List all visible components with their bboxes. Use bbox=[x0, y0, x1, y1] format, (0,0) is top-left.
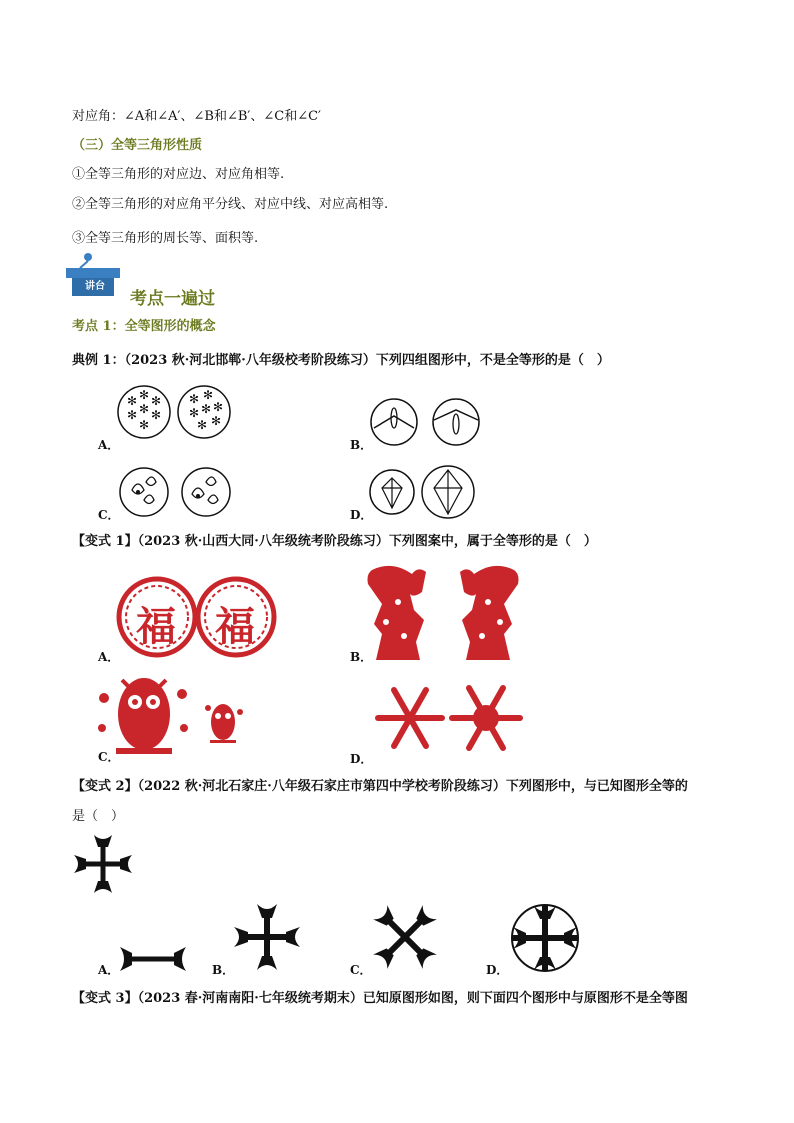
v1-b-figure-papercut-image bbox=[368, 562, 518, 660]
v2-option-d: D． bbox=[486, 963, 509, 977]
v2-option-c: C． bbox=[350, 963, 372, 977]
v1-option-d: D． bbox=[350, 752, 373, 766]
example-option-c: C． bbox=[98, 508, 120, 522]
v2-d-figure bbox=[510, 903, 580, 973]
v1-option-a: A． bbox=[98, 650, 120, 664]
example-c-figure bbox=[118, 468, 238, 518]
v1-a-fu-right: 福 bbox=[215, 603, 255, 650]
kp1-title: 考点 1：全等图形的概念 bbox=[72, 319, 216, 334]
v1-a-fu-left: 福 bbox=[136, 603, 176, 650]
svg-text:✻: ✻ bbox=[150, 408, 162, 422]
property-3: ③全等三角形的周长等、面积等. bbox=[72, 231, 259, 246]
svg-text:✻: ✻ bbox=[210, 414, 222, 428]
section-title: （三）全等三角形性质 bbox=[72, 138, 203, 153]
v1-d-snowflake-papercut-image bbox=[372, 682, 524, 758]
svg-text:✻: ✻ bbox=[138, 418, 150, 432]
example-option-a: A． bbox=[98, 438, 120, 452]
v1-c-owl-papercut-image bbox=[96, 668, 261, 758]
example-a-figure bbox=[118, 385, 233, 441]
svg-text:✻: ✻ bbox=[126, 408, 138, 422]
example-d-figure bbox=[370, 466, 476, 518]
svg-text:✻: ✻ bbox=[126, 394, 138, 408]
svg-text:✻: ✻ bbox=[200, 402, 212, 416]
variant-2-stem-line2: 是（ ） bbox=[72, 809, 125, 824]
variant-3-stem: 【变式 3】（2023 春·河南南阳·七年级统考期末）已知原图形如图，则下面四个图形中与原图形不是全等图 bbox=[72, 991, 688, 1006]
lecture-badge: 讲台 bbox=[85, 281, 105, 292]
example-1-stem: 典例 1：（2023 秋·河北邯郸·八年级校考阶段练习）下列四组图形中，不是全等形的是（ ） bbox=[72, 353, 610, 368]
svg-text:✻: ✻ bbox=[138, 388, 150, 402]
property-2: ②全等三角形的对应角平分线、对应中线、对应高相等. bbox=[72, 197, 389, 212]
correspondence-line: 对应角：∠A和∠A′、∠B和∠B′、∠C和∠C′ bbox=[72, 109, 321, 124]
v2-c-figure bbox=[370, 902, 440, 972]
v2-given-cross-figure bbox=[72, 833, 134, 895]
svg-text:✻: ✻ bbox=[196, 418, 208, 432]
property-1: ①全等三角形的对应边、对应角相等. bbox=[72, 167, 285, 182]
v1-option-c: C． bbox=[98, 750, 120, 764]
svg-text:✻: ✻ bbox=[150, 394, 162, 408]
v1-option-b: B． bbox=[350, 650, 373, 664]
v2-a-figure bbox=[118, 945, 188, 973]
example-option-b: B． bbox=[350, 438, 373, 452]
svg-text:✻: ✻ bbox=[188, 392, 200, 406]
svg-text:✻: ✻ bbox=[188, 406, 200, 420]
example-option-d: D． bbox=[350, 508, 373, 522]
svg-text:✻: ✻ bbox=[138, 402, 150, 416]
variant-2-stem-line1: 【变式 2】（2022 秋·河北石家庄·八年级石家庄市第四中学校考阶段练习）下列图形中，与已知图形全等的 bbox=[72, 779, 688, 794]
example-b-figure bbox=[370, 398, 490, 448]
lecture-title: 考点一遍过 bbox=[130, 289, 215, 309]
v2-b-figure bbox=[232, 902, 302, 972]
v2-option-a: A． bbox=[98, 963, 120, 977]
svg-text:✻: ✻ bbox=[212, 400, 224, 414]
v2-option-b: B． bbox=[212, 963, 235, 977]
svg-text:✻: ✻ bbox=[202, 388, 214, 402]
variant-1-stem: 【变式 1】（2023 秋·山西大同·八年级统考阶段练习）下列图案中，属于全等形的是（ ） bbox=[72, 534, 597, 549]
